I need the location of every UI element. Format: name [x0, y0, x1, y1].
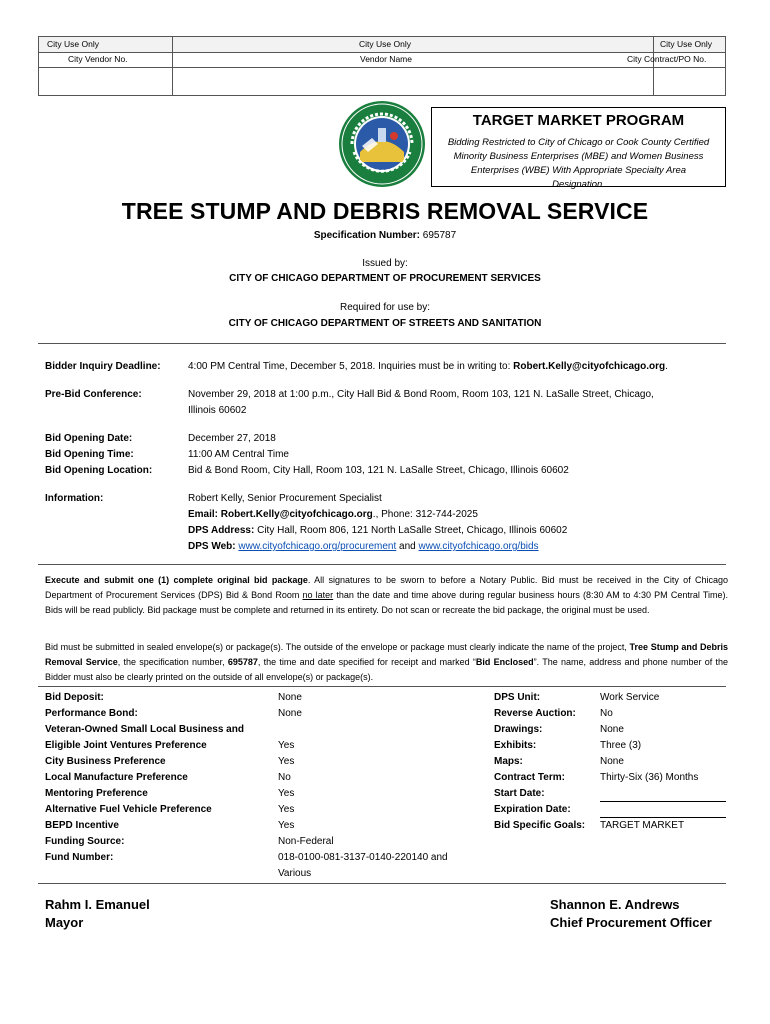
mayor-signature-block	[45, 896, 150, 932]
envelope-text: , the specification number,	[117, 657, 228, 668]
bid-deposit-value: None	[278, 692, 302, 703]
start-date-label: Start Date:	[494, 788, 545, 799]
contract-term-value: Thirty-Six (36) Months	[600, 772, 699, 783]
bid-info-right-values	[600, 690, 698, 834]
target-market-line: Designation.	[552, 179, 605, 190]
reverse-auction-value: No	[600, 708, 613, 719]
vendor-name-label: Vendor Name	[360, 54, 412, 64]
expiration-date-line	[600, 817, 726, 818]
maps-label: Maps:	[494, 756, 523, 767]
start-date-line	[600, 801, 726, 802]
inquiry-deadline-text: 4:00 PM Central Time, December 5, 2018. Inquiries must be in writing to:	[188, 361, 514, 372]
submission-text-end: than the date and time above during regular business hours (8:30 AM to 4:30 PM Central Time). Bids will be read publicly. Bid package must be complete and returned in its entirety. Do not scan or recreate the bid package, the original must be used.	[45, 590, 728, 616]
bid-opening-location-label: Bid Opening Location:	[45, 465, 153, 476]
funding-source-label: Funding Source:	[45, 836, 125, 847]
dps-address-value: City Hall, Room 806, 121 North LaSalle Street, Chicago, Illinois 60602	[254, 525, 568, 536]
city-vendor-no-label: City Vendor No.	[68, 54, 128, 64]
no-later-text: no later	[302, 590, 334, 601]
alternative-fuel-label: Alternative Fuel Vehicle Preference	[45, 804, 212, 815]
envelope-spec-number: 695787	[227, 657, 258, 668]
spec-label: Specification Number:	[313, 230, 420, 241]
local-manufacture-label: Local Manufacture Preference	[45, 772, 188, 783]
required-by-label: Required for use by:	[339, 302, 431, 313]
envelope-instructions	[45, 640, 728, 686]
bid-opening-labels	[45, 431, 152, 479]
bid-info-right-labels	[494, 690, 585, 834]
spec-number: 695787	[422, 230, 457, 241]
city-contract-po-label: City Contract/PO No.	[627, 54, 707, 64]
divider	[38, 686, 726, 687]
bepd-incentive-label: BEPD Incentive	[45, 820, 119, 831]
expiration-date-value	[600, 802, 698, 818]
bid-opening-location: Bid & Bond Room, City Hall, Room 103, 121 N. LaSalle Street, Chicago, Illinois 60602	[188, 465, 569, 476]
contact-email[interactable]: Email: Robert.Kelly@cityofchicago.org	[188, 509, 373, 520]
envelope-text: Bid must be submitted in sealed envelope(s) or package(s). The outside of the envelope or package must clearly indicate the name of the project,	[45, 642, 630, 652]
bid-info-left-labels	[45, 690, 244, 866]
mentoring-value: Yes	[278, 788, 295, 799]
vendor-table-header-3: City Use Only	[660, 39, 712, 49]
performance-bond-label: Performance Bond:	[45, 708, 138, 719]
contact-name: Robert Kelly, Senior Procurement Specialist	[188, 493, 382, 504]
vendor-table-header-1: City Use Only	[47, 39, 99, 49]
local-manufacture-value: No	[278, 772, 291, 783]
dps-web-label: DPS Web:	[188, 541, 236, 552]
cpo-title: Chief Procurement Officer	[550, 915, 712, 930]
bid-info-left-values	[278, 690, 448, 882]
fund-number-label: Fund Number:	[45, 852, 114, 863]
inquiry-deadline-label: Bidder Inquiry Deadline:	[45, 361, 161, 372]
prebid-conference-label: Pre-Bid Conference:	[45, 389, 142, 400]
bid-specific-goals-label: Bid Specific Goals:	[494, 820, 586, 831]
joint-ventures-label: Eligible Joint Ventures Preference	[45, 740, 207, 751]
bids-link[interactable]: www.cityofchicago.org/bids	[418, 541, 539, 552]
issued-by-label: Issued by:	[362, 258, 408, 269]
bid-opening-time-label: Bid Opening Time:	[45, 449, 134, 460]
target-market-line: Minority Business Enterprises (MBE) and Women Business	[453, 151, 704, 162]
fund-number-value-cont: Various	[278, 868, 312, 879]
dps-address-label: DPS Address:	[188, 525, 255, 536]
specification-number	[0, 230, 770, 241]
inquiry-deadline-value: 4:00 PM Central Time, December 5, 2018. Inquiries must be in writing to: Robert.Kelly@cityofchicago.org.	[188, 361, 668, 372]
dps-web-and: and	[396, 541, 419, 552]
mayor-name: Rahm I. Emanuel	[45, 897, 150, 912]
target-market-description	[440, 136, 717, 192]
dps-web	[188, 539, 733, 555]
bid-deposit-label: Bid Deposit:	[45, 692, 104, 703]
target-market-title: TARGET MARKET PROGRAM	[472, 112, 685, 129]
alternative-fuel-value: Yes	[278, 804, 295, 815]
submission-instructions	[45, 573, 728, 619]
required-by-dept: CITY OF CHICAGO DEPARTMENT OF STREETS AND SANITATION	[228, 318, 542, 329]
information-values	[188, 491, 733, 555]
information-label: Information:	[45, 493, 104, 504]
divider	[38, 564, 726, 565]
joint-ventures-value: Yes	[278, 740, 295, 751]
vendor-table-header-2: City Use Only	[359, 39, 411, 49]
dps-unit-value: Work Service	[600, 692, 660, 703]
city-business-label: City Business Preference	[45, 756, 166, 767]
drawings-value: None	[600, 724, 624, 735]
vendor-table-divider	[172, 37, 173, 95]
bepd-incentive-value: Yes	[278, 820, 295, 831]
performance-bond-value: None	[278, 708, 302, 719]
city-business-value: Yes	[278, 756, 295, 767]
contract-term-label: Contract Term:	[494, 772, 565, 783]
envelope-text: , the time and date specified for receipt and marked “	[257, 657, 476, 668]
prebid-line: November 29, 2018 at 1:00 p.m., City Hall Bid & Bond Room, Room 103, 121 N. LaSalle Street, Chicago,	[188, 389, 654, 400]
exhibits-value: Three (3)	[600, 740, 642, 751]
fund-number-value: 018-0100-081-3137-0140-220140 and	[278, 852, 448, 863]
veteran-owned-label: Veteran-Owned Small Local Business and	[45, 724, 244, 735]
start-date-value	[600, 786, 698, 802]
procurement-link[interactable]: www.cityofchicago.org/procurement	[238, 541, 397, 552]
cpo-name: Shannon E. Andrews	[550, 897, 680, 912]
document-title: TREE STUMP AND DEBRIS REMOVAL SERVICE	[121, 198, 649, 224]
city-of-chicago-seal	[338, 100, 426, 188]
bid-specific-goals-value: TARGET MARKET	[600, 820, 685, 831]
mayor-title: Mayor	[45, 915, 84, 930]
veteran-owned-value	[278, 722, 448, 738]
bid-enclosed-text: Bid Enclosed	[475, 657, 534, 668]
vendor-table	[38, 36, 726, 96]
dps-address	[188, 523, 733, 539]
contact-email-phone	[188, 507, 733, 523]
funding-source-value: Non-Federal	[278, 836, 334, 847]
reverse-auction-label: Reverse Auction:	[494, 708, 576, 719]
submission-text: . All signatures to be sworn to before a Notary Public. Bid must be received in the City of Chicago Department of Procurement Services (DPS) Bid & Bond Room	[45, 575, 728, 601]
target-market-line: Enterprises (WBE) With Appropriate Specialty Area	[470, 165, 687, 176]
divider	[38, 343, 726, 344]
target-market-line: Bidding Restricted to City of Chicago or Cook County Certified	[447, 137, 710, 148]
divider	[38, 883, 726, 884]
mentoring-label: Mentoring Preference	[45, 788, 148, 799]
cpo-signature-block	[550, 896, 712, 932]
inquiry-email[interactable]: Robert.Kelly@cityofchicago.org	[513, 361, 666, 372]
bid-opening-date: December 27, 2018	[188, 433, 276, 444]
target-market-program-box	[431, 107, 726, 190]
prebid-line: Illinois 60602	[188, 405, 247, 416]
dps-unit-label: DPS Unit:	[494, 692, 541, 703]
bid-opening-values	[188, 431, 733, 479]
issued-by-dept: CITY OF CHICAGO DEPARTMENT OF PROCUREMENT SERVICES	[229, 273, 541, 284]
project-name: Tree Stump and Debris Removal Service	[45, 642, 728, 668]
maps-value: None	[600, 756, 624, 767]
expiration-date-label: Expiration Date:	[494, 804, 571, 815]
bid-opening-date-label: Bid Opening Date:	[45, 433, 133, 444]
exhibits-label: Exhibits:	[494, 740, 537, 751]
envelope-text-end: ”. The name, address and phone number of the Bidder must also be clearly printed on the outside of all envelope(s) or package(s).	[45, 657, 728, 683]
prebid-conference-value	[188, 387, 733, 419]
contact-phone: ., Phone: 312-744-2025	[372, 509, 478, 520]
drawings-label: Drawings:	[494, 724, 543, 735]
submission-bold-start: Execute and submit one (1) complete original bid package	[45, 575, 308, 585]
bid-opening-time: 11:00 AM Central Time	[188, 449, 289, 460]
